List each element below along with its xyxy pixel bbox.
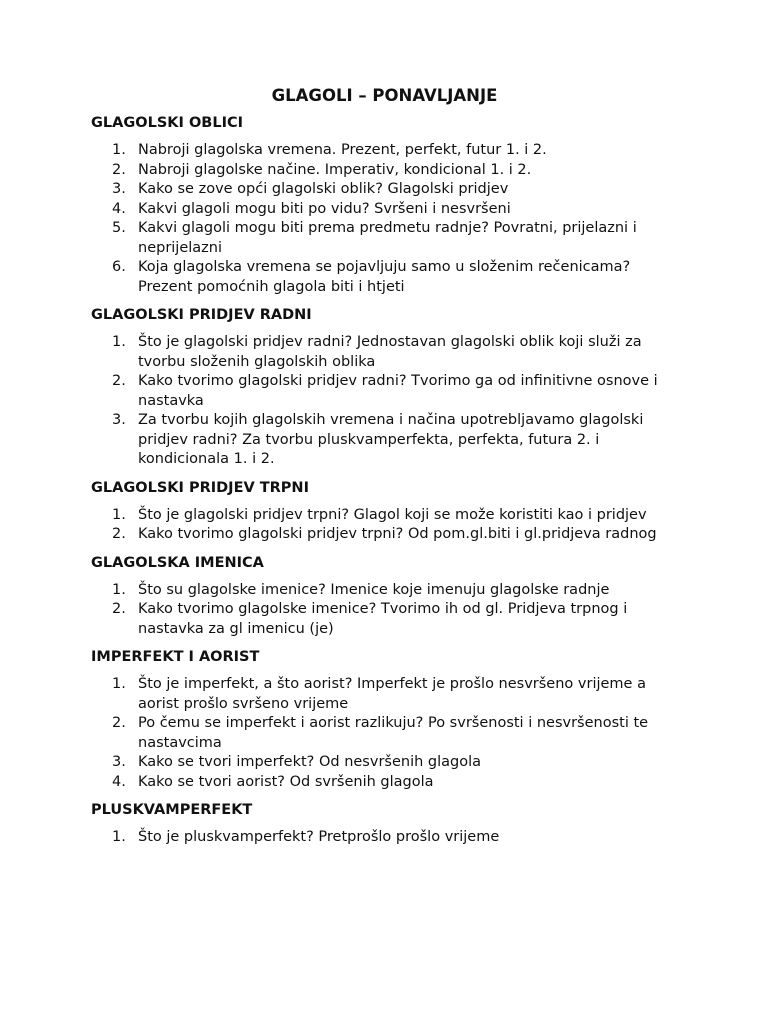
list-item-text: Po čemu se imperfekt i aorist razlikuju? Po svršenosti i nesvršenosti te nastavcima (138, 715, 649, 751)
document-title: GLAGOLI – PONAVLJANJE (271, 86, 498, 105)
list-item-text: Što je glagolski pridjev radni? Jednostavan glagolski oblik koji služi za tvorbu složenih glagolskih oblika (138, 334, 642, 370)
list-item-number: 3. (112, 412, 126, 428)
list-item-text: Kako tvorimo glagolski pridjev trpni? Od pom.gl.biti i gl.pridjeva radnog (138, 526, 657, 542)
list-item-number: 1. (112, 581, 126, 598)
list-item-number: 4. (112, 773, 126, 790)
section (91, 801, 678, 848)
numbered-list (91, 828, 678, 848)
numbered-list (91, 675, 678, 792)
list-item-number: 2. (112, 373, 126, 389)
list-item-text: Kako tvorimo glagolski pridjev radni? Tvorimo ga od infinitivne osnove i nastavka (138, 373, 658, 409)
list-item-text: Kako se tvori imperfekt? Od nesvršenih glagola (138, 754, 482, 770)
list-item-text: Nabroji glagolska vremena. Prezent, perfekt, futur 1. i 2. (138, 142, 547, 158)
list-item-text: Kakvi glagoli mogu biti prema predmetu radnje? Povratni, prijelazni i neprijelazni (138, 220, 637, 256)
list-item (91, 333, 678, 372)
list-item (91, 219, 678, 258)
list-item (91, 506, 678, 526)
list-item-number: 2. (112, 601, 126, 617)
section (91, 114, 678, 297)
list-item-text: Što su glagolske imenice? Imenice koje imenuju glagolske radnje (138, 581, 610, 598)
list-item-number: 6. (112, 259, 126, 275)
list-item (91, 773, 678, 793)
list-item (91, 180, 678, 200)
list-item-number: 2. (112, 715, 126, 731)
list-item-number: 3. (112, 754, 126, 770)
list-item (91, 675, 678, 714)
list-item (91, 411, 678, 470)
document-body (91, 114, 678, 848)
list-item-number: 2. (112, 526, 126, 542)
list-item (91, 258, 678, 297)
list-item-text: Koja glagolska vremena se pojavljuju samo u složenim rečenicama? Prezent pomoćnih glagola biti i htjeti (138, 259, 631, 295)
list-item-number: 4. (112, 200, 126, 217)
list-item-number: 1. (112, 506, 126, 523)
list-item (91, 141, 678, 161)
list-item (91, 581, 678, 601)
list-item-text: Nabroji glagolske načine. Imperativ, kondicional 1. i 2. (138, 161, 532, 178)
list-item-text: Što je imperfekt, a što aorist? Imperfekt je prošlo nesvršeno vrijeme a aorist prošlo svršeno vrijeme (138, 676, 646, 712)
list-item-number: 2. (112, 161, 126, 178)
section-heading: GLAGOLSKI PRIDJEV RADNI (91, 307, 312, 323)
list-item (91, 525, 678, 545)
list-item (91, 753, 678, 773)
list-item-text: Što je glagolski pridjev trpni? Glagol koji se može koristiti kao i pridjev (138, 506, 647, 523)
list-item-text: Što je pluskvamperfekt? Pretprošlo prošlo vrijeme (138, 829, 500, 845)
list-item (91, 600, 678, 639)
section-heading: GLAGOLSKA IMENICA (91, 554, 264, 571)
section-heading: PLUSKVAMPERFEKT (91, 802, 253, 818)
list-item-text: Za tvorbu kojih glagolskih vremena i načina upotrebljavamo glagolski pridjev radni? Za tvorbu pluskvamperfekta, perfekta, futura 2. i kondicionala 1. i 2. (138, 412, 644, 467)
list-item-text: Kako tvorimo glagolske imenice? Tvorimo ih od gl. Pridjeva trpnog i nastavka za gl imenicu (je) (138, 601, 628, 637)
list-item (91, 200, 678, 220)
list-item-number: 1. (112, 676, 126, 692)
list-item (91, 714, 678, 753)
numbered-list (91, 581, 678, 640)
list-item-number: 1. (112, 829, 126, 845)
section-heading: GLAGOLSKI PRIDJEV TRPNI (91, 479, 309, 496)
list-item-text: Kako se tvori aorist? Od svršenih glagola (138, 773, 434, 790)
numbered-list (91, 141, 678, 297)
list-item-number: 3. (112, 181, 126, 197)
section (91, 306, 678, 470)
list-item-number: 1. (112, 142, 126, 158)
section (91, 479, 678, 545)
section-heading: IMPERFEKT I AORIST (91, 649, 260, 665)
list-item (91, 161, 678, 181)
list-item-text: Kakvi glagoli mogu biti po vidu? Svršeni i nesvršeni (138, 200, 511, 217)
section-heading: GLAGOLSKI OBLICI (91, 115, 244, 131)
list-item (91, 372, 678, 411)
list-item-number: 1. (112, 334, 126, 350)
section (91, 554, 678, 640)
section (91, 648, 678, 792)
numbered-list (91, 333, 678, 470)
numbered-list (91, 506, 678, 545)
list-item-text: Kako se zove opći glagolski oblik? Glagolski pridjev (138, 181, 509, 197)
list-item (91, 828, 678, 848)
list-item-number: 5. (112, 220, 126, 236)
